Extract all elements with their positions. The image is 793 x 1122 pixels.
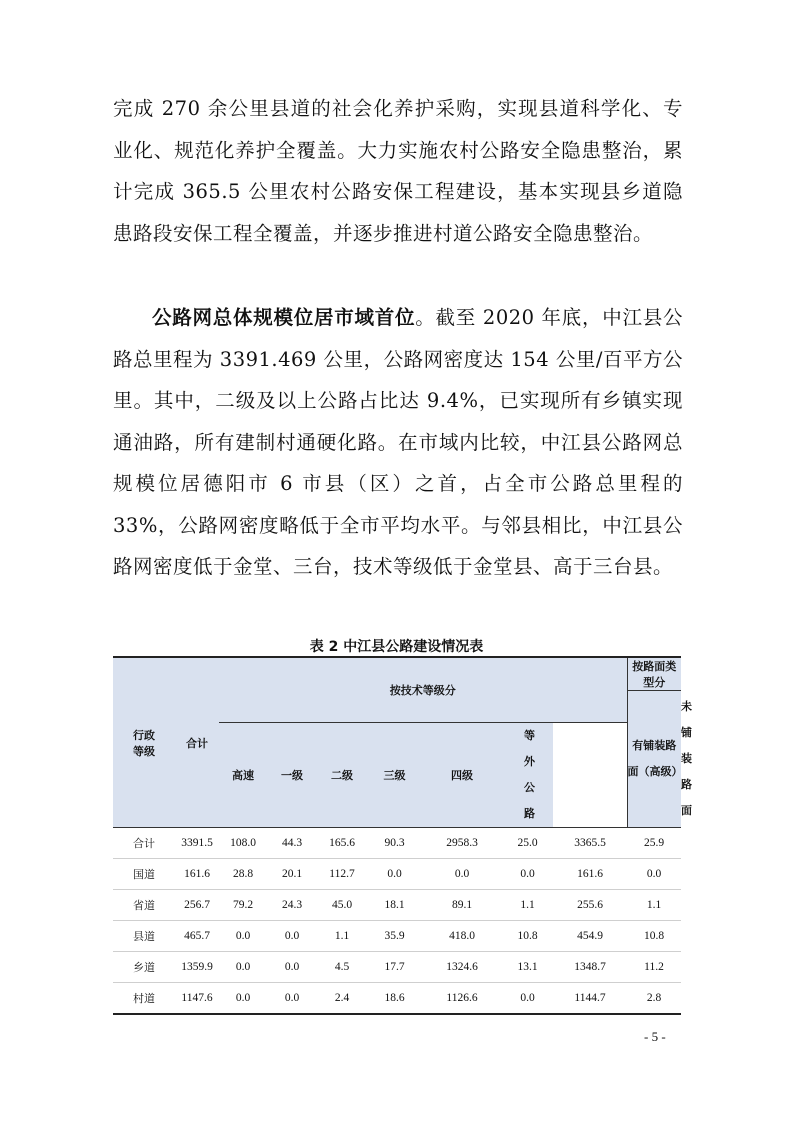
cell-class1: 0.0	[267, 952, 317, 983]
cell-total: 3391.5	[175, 828, 219, 859]
body-paragraph-1: 完成 270 余公里县道的社会化养护采购，实现县道科学化、专业化、规范化养护全覆盖。大力实施农村公路安全隐患整治，累计完成 365.5 公里农村公路安保工程建设，基本实现县乡道隐患路段安保工程全覆盖，并逐步推进村道公路安全隐患整治。	[113, 97, 683, 245]
cell-class1: 20.1	[267, 859, 317, 890]
cell-class3: 17.7	[367, 952, 422, 983]
header-admin-level	[113, 657, 175, 828]
cell-unpaved: 11.2	[627, 952, 681, 983]
header-by-surface: 按路面类型分	[627, 657, 681, 691]
page-number: - 5 -	[644, 1029, 666, 1044]
table-row-village	[113, 983, 681, 1015]
row-label: 村道	[113, 983, 175, 1015]
cell-paved: 1348.7	[553, 952, 627, 983]
header-substandard: 等外公路	[502, 723, 553, 828]
cell-class2: 45.0	[317, 890, 367, 921]
paragraph-lead-heading: 公路网总体规模位居市域首位	[152, 306, 416, 329]
cell-class2: 112.7	[317, 859, 367, 890]
header-by-grade: 按技术等级分	[219, 657, 627, 723]
cell-expressway: 0.0	[219, 921, 267, 952]
cell-substandard: 10.8	[502, 921, 553, 952]
cell-class1: 44.3	[267, 828, 317, 859]
header-class2: 二级	[317, 723, 367, 828]
road-construction-table: 行政 等级 合计 按技术等级分 按路面类型分 有铺装路面（高级） 未铺装路面 高速 一级 二级 三级 四级 等外公路 合计 3391.5 108.0 44.3 165.6 90.3 2958.3 25.0 3365.5 25.9 国道 161.6 28.8 20.1 112.7 0.0 0.0 0.0 161.6 0.0 省道 256.7 79.2 24.3 45.0 18.1 89.1 1.1 255.6 1.1 县道 465.7 0.0 0.0 1.1 35.9 418.0 10.8 454.9 10.8 乡道 1359.9 0.0 0.0 4.5 17.7 1324.6 13.1 1348.7 11.2 村道 1147.6 0.0 0.0 2.4 18.6 1126.6 0.0 1144.7 2.8	[113, 656, 681, 1015]
cell-paved: 1144.7	[553, 983, 627, 1015]
header-paved: 有铺装路面（高级）	[627, 691, 681, 828]
cell-paved: 454.9	[553, 921, 627, 952]
header-admin-line1: 行政	[133, 728, 155, 742]
cell-expressway: 28.8	[219, 859, 267, 890]
cell-substandard: 1.1	[502, 890, 553, 921]
cell-class2: 4.5	[317, 952, 367, 983]
table-row-county	[113, 921, 681, 952]
cell-class4: 89.1	[422, 890, 502, 921]
cell-expressway: 108.0	[219, 828, 267, 859]
row-label: 国道	[113, 859, 175, 890]
paragraph-body-text: 。截至 2020 年底，中江县公路总里程为 3391.469 公里，公路网密度达 154 公里/百平方公里。其中，二级及以上公路占比达 9.4%，已实现所有乡镇实现通油路，所有建制村通硬化路。在市域内比较，中江县公路网总规模位居德阳市 6 市县（区）之首，占全市公路总里程的 33%，公路网密度略低于全市平均水平。与邻县相比，中江县公路网密度低于金堂、三台，技术等级低于金堂县、高于三台县。	[113, 306, 683, 578]
table-row-township	[113, 952, 681, 983]
cell-class3: 35.9	[367, 921, 422, 952]
header-total: 合计	[175, 657, 219, 828]
cell-class2: 1.1	[317, 921, 367, 952]
cell-expressway: 0.0	[219, 983, 267, 1015]
cell-class3: 90.3	[367, 828, 422, 859]
cell-unpaved: 0.0	[627, 859, 681, 890]
table-row-national	[113, 859, 681, 890]
cell-total: 1147.6	[175, 983, 219, 1015]
cell-class2: 2.4	[317, 983, 367, 1015]
header-admin-line2: 等级	[133, 744, 155, 758]
cell-unpaved: 10.8	[627, 921, 681, 952]
cell-class4: 1126.6	[422, 983, 502, 1015]
header-class3: 三级	[367, 723, 422, 828]
cell-class3: 0.0	[367, 859, 422, 890]
cell-substandard: 13.1	[502, 952, 553, 983]
cell-expressway: 79.2	[219, 890, 267, 921]
cell-paved: 161.6	[553, 859, 627, 890]
row-label: 合计	[113, 828, 175, 859]
cell-class4: 1324.6	[422, 952, 502, 983]
cell-total: 256.7	[175, 890, 219, 921]
header-class4: 四级	[422, 723, 502, 828]
cell-class3: 18.1	[367, 890, 422, 921]
cell-unpaved: 1.1	[627, 890, 681, 921]
cell-class4: 0.0	[422, 859, 502, 890]
cell-substandard: 25.0	[502, 828, 553, 859]
body-paragraph-2	[113, 297, 683, 588]
cell-total: 1359.9	[175, 952, 219, 983]
row-label: 乡道	[113, 952, 175, 983]
table-row-provincial	[113, 890, 681, 921]
cell-total: 161.6	[175, 859, 219, 890]
cell-total: 465.7	[175, 921, 219, 952]
cell-class4: 2958.3	[422, 828, 502, 859]
table-caption: 表 2 中江县公路建设情况表	[309, 639, 484, 655]
cell-unpaved: 2.8	[627, 983, 681, 1015]
cell-class4: 418.0	[422, 921, 502, 952]
cell-class2: 165.6	[317, 828, 367, 859]
cell-substandard: 0.0	[502, 859, 553, 890]
cell-paved: 255.6	[553, 890, 627, 921]
cell-unpaved: 25.9	[627, 828, 681, 859]
row-label: 县道	[113, 921, 175, 952]
table-row-total	[113, 828, 681, 859]
cell-substandard: 0.0	[502, 983, 553, 1015]
cell-class3: 18.6	[367, 983, 422, 1015]
cell-expressway: 0.0	[219, 952, 267, 983]
cell-class1: 0.0	[267, 921, 317, 952]
row-label: 省道	[113, 890, 175, 921]
cell-class1: 0.0	[267, 983, 317, 1015]
header-class1: 一级	[267, 723, 317, 828]
cell-paved: 3365.5	[553, 828, 627, 859]
cell-class1: 24.3	[267, 890, 317, 921]
header-expressway: 高速	[219, 723, 267, 828]
